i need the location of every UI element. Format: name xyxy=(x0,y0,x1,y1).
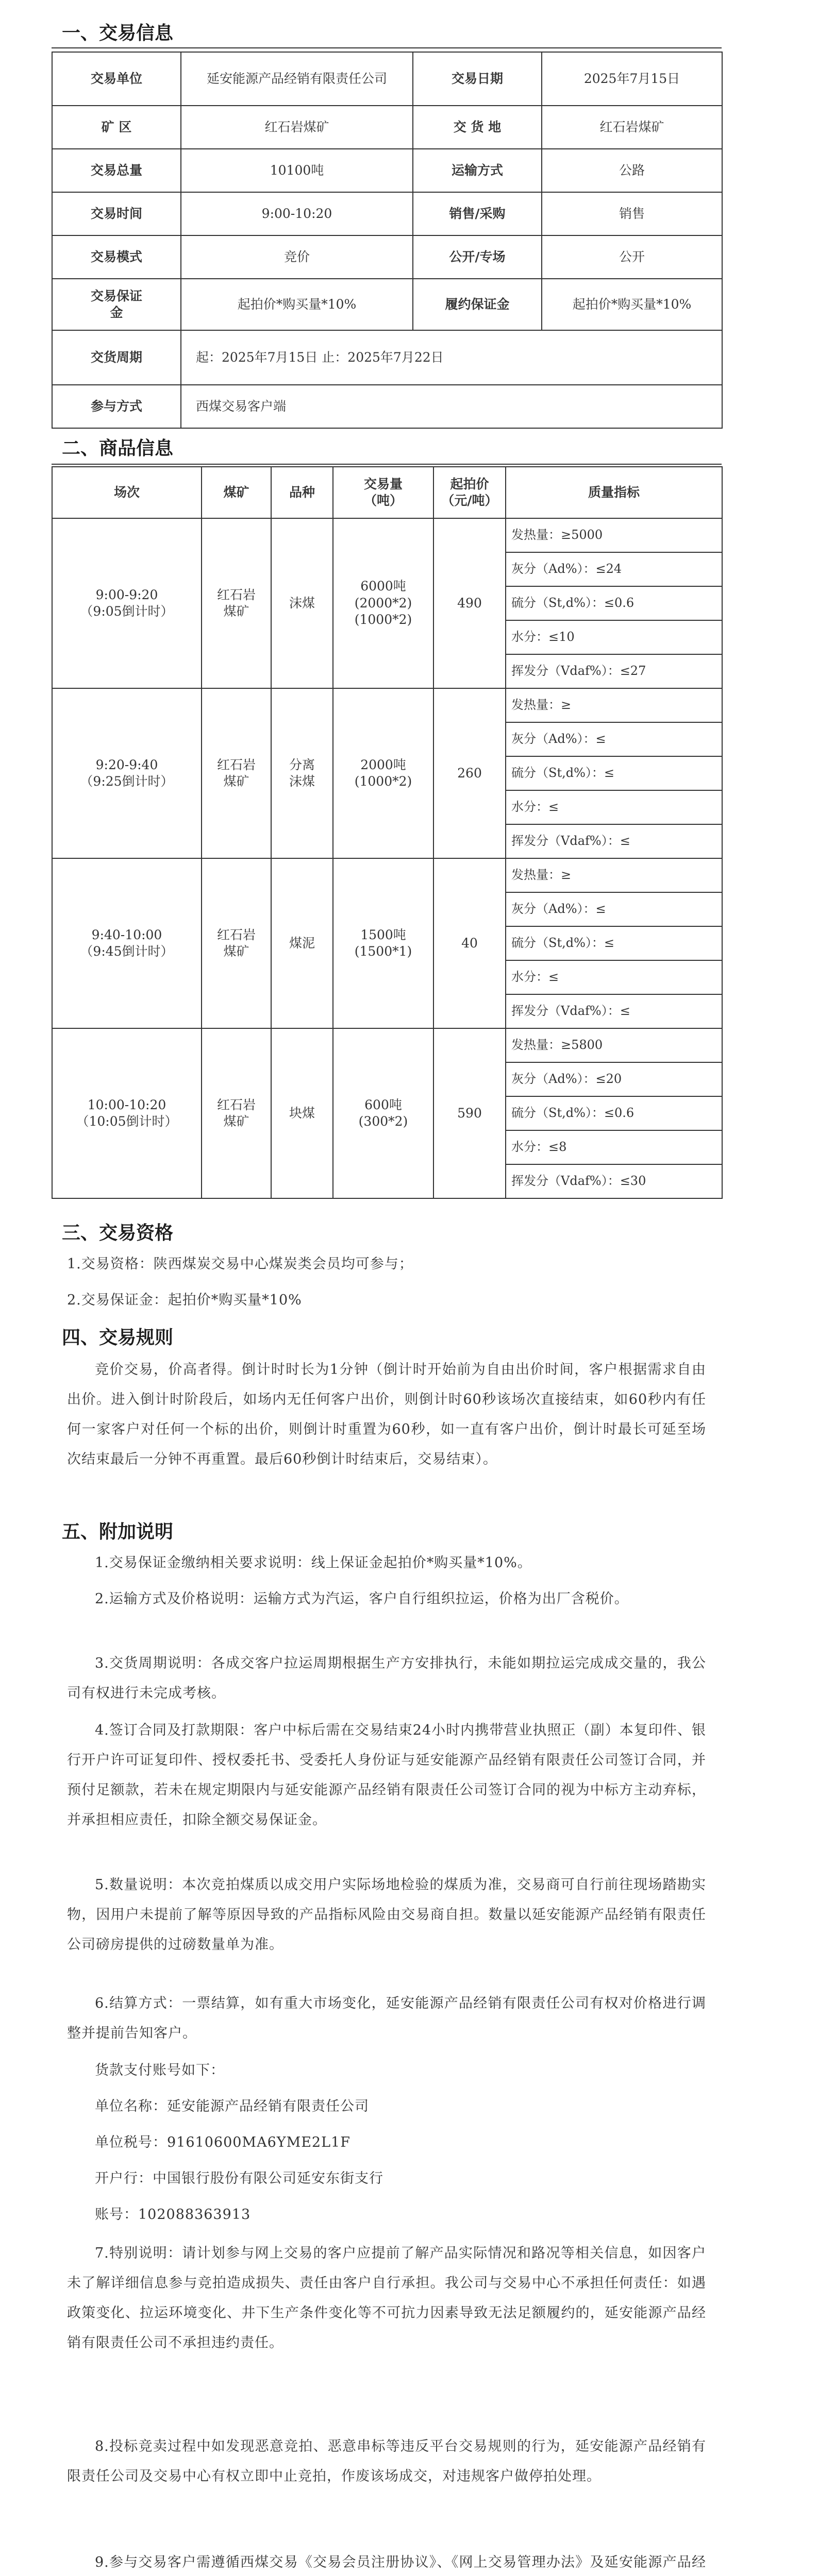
quality-indicator: 水分：≤8 xyxy=(506,1130,722,1164)
trade-info-value: 销售 xyxy=(542,192,722,235)
trade-info-label: 公开/专场 xyxy=(413,235,542,279)
quality-indicator: 硫分（St,d%）：≤0.6 xyxy=(506,586,722,620)
goods-price: 590 xyxy=(433,1028,506,1198)
quality-indicator: 发热量：≥ xyxy=(506,688,722,722)
trade-info-label: 交易单位 xyxy=(52,52,181,106)
quality-indicator: 灰分（Ad%）：≤24 xyxy=(506,552,722,586)
goods-session: 9:20-9:40 （9:25倒计时） xyxy=(52,688,202,858)
goods-variety: 块煤 xyxy=(271,1028,333,1198)
trade-info-value: 2025年7月15日 xyxy=(542,52,722,106)
trade-info-value: 竞价 xyxy=(181,235,413,279)
quality-indicator: 硫分（St,d%）：≤ xyxy=(506,756,722,790)
goods-row xyxy=(52,1028,722,1062)
payment-tax-id: 单位税号：91610600MA6YME2L1F xyxy=(95,2134,350,2150)
trade-info-label: 运输方式 xyxy=(413,149,542,192)
goods-price: 40 xyxy=(433,858,506,1028)
note-item: 2.运输方式及价格说明：运输方式为汽运，客户自行组织拉运，价格为出厂含税价。 xyxy=(95,1591,629,1607)
trade-period-label: 交货周期 xyxy=(52,330,181,385)
quality-indicator: 水分：≤10 xyxy=(506,620,722,654)
quality-indicator: 挥发分（Vdaf%）：≤27 xyxy=(506,654,722,688)
note-item: 8.投标竞卖过程中如发现恶意竞拍、恶意串标等违反平台交易规则的行为，延安能源产品经销有限责任公司及交易中心有权立即中止竞拍，作废该场成交，对违规客户做停拍处理。 xyxy=(67,2438,706,2484)
qualification-item: 1.交易资格：陕西煤炭交易中心煤炭类会员均可参与； xyxy=(67,1256,413,1272)
trade-info-value: 红石岩煤矿 xyxy=(181,106,413,149)
trade-info-label: 交易总量 xyxy=(52,149,181,192)
payment-account: 账号：102088363913 xyxy=(95,2207,251,2223)
trade-info-label: 交易时间 xyxy=(52,192,181,235)
trade-info-label: 履约保证金 xyxy=(413,279,542,330)
goods-row xyxy=(52,688,722,722)
section-divider xyxy=(52,464,722,465)
goods-variety: 分离 沫煤 xyxy=(271,688,333,858)
trade-info-label: 销售/采购 xyxy=(413,192,542,235)
note-item: 7.特别说明：请计划参与网上交易的客户应提前了解产品实际情况和路况等相关信息，如因客户未了解详细信息参与竞拍造成损失、责任由客户自行承担。我公司与交易中心不承担任何责任：如遇政策变化、拉运环境变化、井下生产条件变化等不可抗力因素导致无法足额履约的，延安能源产品经销有限责任公司不承担违约责任。 xyxy=(67,2245,706,2351)
trade-info-row xyxy=(52,149,722,192)
quality-indicator: 灰分（Ad%）：≤ xyxy=(506,892,722,926)
goods-variety: 煤泥 xyxy=(271,858,333,1028)
goods-header-variety: 品种 xyxy=(271,467,333,518)
quality-indicator: 灰分（Ad%）：≤ xyxy=(506,722,722,756)
trade-method-row xyxy=(52,385,722,428)
section-title-goods-info: 二、商品信息 xyxy=(62,438,174,459)
goods-header-mine: 煤矿 xyxy=(202,467,271,518)
section-title-trade-info: 一、交易信息 xyxy=(62,23,174,44)
section-title-notes: 五、附加说明 xyxy=(62,1521,174,1543)
goods-volume: 6000吨 (2000*2) (1000*2) xyxy=(333,518,433,688)
trade-info-value: 起拍价*购买量*10% xyxy=(542,279,722,330)
qualification-item: 2.交易保证金：起拍价*购买量*10% xyxy=(67,1292,302,1308)
section-divider xyxy=(52,47,722,48)
trade-info-value: 红石岩煤矿 xyxy=(542,106,722,149)
goods-header-quality: 质量指标 xyxy=(506,467,722,518)
quality-indicator: 硫分（St,d%）：≤ xyxy=(506,926,722,960)
goods-session: 9:40-10:00 （9:45倒计时） xyxy=(52,858,202,1028)
trade-info-value: 9:00-10:20 xyxy=(181,192,413,235)
goods-header-price: 起拍价 （元/吨） xyxy=(433,467,506,518)
quality-indicator: 挥发分（Vdaf%）：≤ xyxy=(506,994,722,1028)
note-item: 3.交货周期说明：各成交客户拉运周期根据生产方安排执行，未能如期拉运完成成交量的，我公司有权进行未完成考核。 xyxy=(67,1655,706,1701)
trade-info-row xyxy=(52,235,722,279)
quality-indicator: 挥发分（Vdaf%）：≤30 xyxy=(506,1164,722,1198)
goods-header-volume: 交易量 （吨） xyxy=(333,467,433,518)
goods-session: 10:00-10:20 （10:05倒计时） xyxy=(52,1028,202,1198)
goods-price: 260 xyxy=(433,688,506,858)
goods-session: 9:00-9:20 （9:05倒计时） xyxy=(52,518,202,688)
note-item: 4.签订合同及打款期限：客户中标后需在交易结束24小时内携带营业执照正（副）本复印件、银行开户许可证复印件、授权委托书、受委托人身份证与延安能源产品经销有限责任公司签订合同，并预付足额款，若未在规定期限内与延安能源产品经销有限责任公司签订合同的视为中标方主动弃标，并承担相应责任，扣除全额交易保证金。 xyxy=(67,1722,706,1828)
payment-unit: 单位名称：延安能源产品经销有限责任公司 xyxy=(95,2098,369,2114)
goods-row xyxy=(52,518,722,552)
trade-info-label: 交易保证 金 xyxy=(52,279,181,330)
trade-info-label: 交易日期 xyxy=(413,52,542,106)
trade-info-value: 10100吨 xyxy=(181,149,413,192)
quality-indicator: 水分：≤ xyxy=(506,960,722,994)
quality-indicator: 发热量：≥5000 xyxy=(506,518,722,552)
trade-method-label: 参与方式 xyxy=(52,385,181,428)
goods-volume: 600吨 (300*2) xyxy=(333,1028,433,1198)
trade-info-row xyxy=(52,279,722,330)
trade-period-value: 起：2025年7月15日 止：2025年7月22日 xyxy=(181,330,722,385)
note-item: 5.数量说明：本次竞拍煤质以成交用户实际场地检验的煤质为准，交易商可自行前往现场踏勘实物，因用户未提前了解等原因导致的产品指标风险由交易商自担。数量以延安能源产品经销有限责任公司磅房提供的过磅数量单为准。 xyxy=(67,1877,706,1953)
note-item: 9.参与交易客户需遵循西煤交易《交易会员注册协议》、《网上交易管理办法》及延安能源产品经 xyxy=(95,2554,706,2570)
goods-row xyxy=(52,858,722,892)
trade-method-value: 西煤交易客户端 xyxy=(181,385,722,428)
trade-info-row xyxy=(52,192,722,235)
goods-volume: 2000吨 (1000*2) xyxy=(333,688,433,858)
trade-info-label: 交易模式 xyxy=(52,235,181,279)
quality-indicator: 发热量：≥5800 xyxy=(506,1028,722,1062)
trade-info-value: 延安能源产品经销有限责任公司 xyxy=(181,52,413,106)
goods-price: 490 xyxy=(433,518,506,688)
trade-rules-text: 竞价交易，价高者得。倒计时时长为1分钟（倒计时开始前为自由出价时间，客户根据需求自由出价。进入倒计时阶段后，如场内无任何客户出价，则倒计时60秒该场次直接结束，如60秒内有任何一家客户对任何一个标的出价，则倒计时重置为60秒，如一直有客户出价，倒计时最长可延至场次结束最后一分钟不再重置。最后60秒倒计时结束后，交易结束）。 xyxy=(67,1362,706,1467)
trade-info-row xyxy=(52,106,722,149)
trade-info-label: 交 货 地 xyxy=(413,106,542,149)
goods-mine: 红石岩 煤矿 xyxy=(202,518,271,688)
section-title-trade-rules: 四、交易规则 xyxy=(62,1327,174,1348)
quality-indicator: 灰分（Ad%）：≤20 xyxy=(506,1062,722,1096)
goods-mine: 红石岩 煤矿 xyxy=(202,858,271,1028)
trade-info-row xyxy=(52,52,722,106)
payment-title: 货款支付账号如下： xyxy=(95,2062,225,2078)
note-item: 1.交易保证金缴纳相关要求说明：线上保证金起拍价*购买量*10%。 xyxy=(95,1555,532,1571)
quality-indicator: 挥发分（Vdaf%）：≤ xyxy=(506,824,722,858)
section-title-qualification: 三、交易资格 xyxy=(62,1223,174,1244)
trade-info-value: 起拍价*购买量*10% xyxy=(181,279,413,330)
quality-indicator: 水分：≤ xyxy=(506,790,722,824)
quality-indicator: 发热量：≥ xyxy=(506,858,722,892)
goods-mine: 红石岩 煤矿 xyxy=(202,688,271,858)
note-item: 6.结算方式：一票结算，如有重大市场变化，延安能源产品经销有限责任公司有权对价格进行调整并提前告知客户。 xyxy=(67,1995,706,2041)
quality-indicator: 硫分（St,d%）：≤0.6 xyxy=(506,1096,722,1130)
payment-bank: 开户行：中国银行股份有限公司延安东街支行 xyxy=(95,2171,383,2187)
goods-header-session: 场次 xyxy=(52,467,202,518)
trade-info-label: 矿 区 xyxy=(52,106,181,149)
goods-volume: 1500吨 (1500*1) xyxy=(333,858,433,1028)
goods-variety: 沫煤 xyxy=(271,518,333,688)
trade-info-value: 公开 xyxy=(542,235,722,279)
goods-info-table xyxy=(52,466,723,1199)
trade-period-row xyxy=(52,330,722,385)
trade-info-table xyxy=(52,52,723,429)
goods-mine: 红石岩 煤矿 xyxy=(202,1028,271,1198)
trade-info-value: 公路 xyxy=(542,149,722,192)
